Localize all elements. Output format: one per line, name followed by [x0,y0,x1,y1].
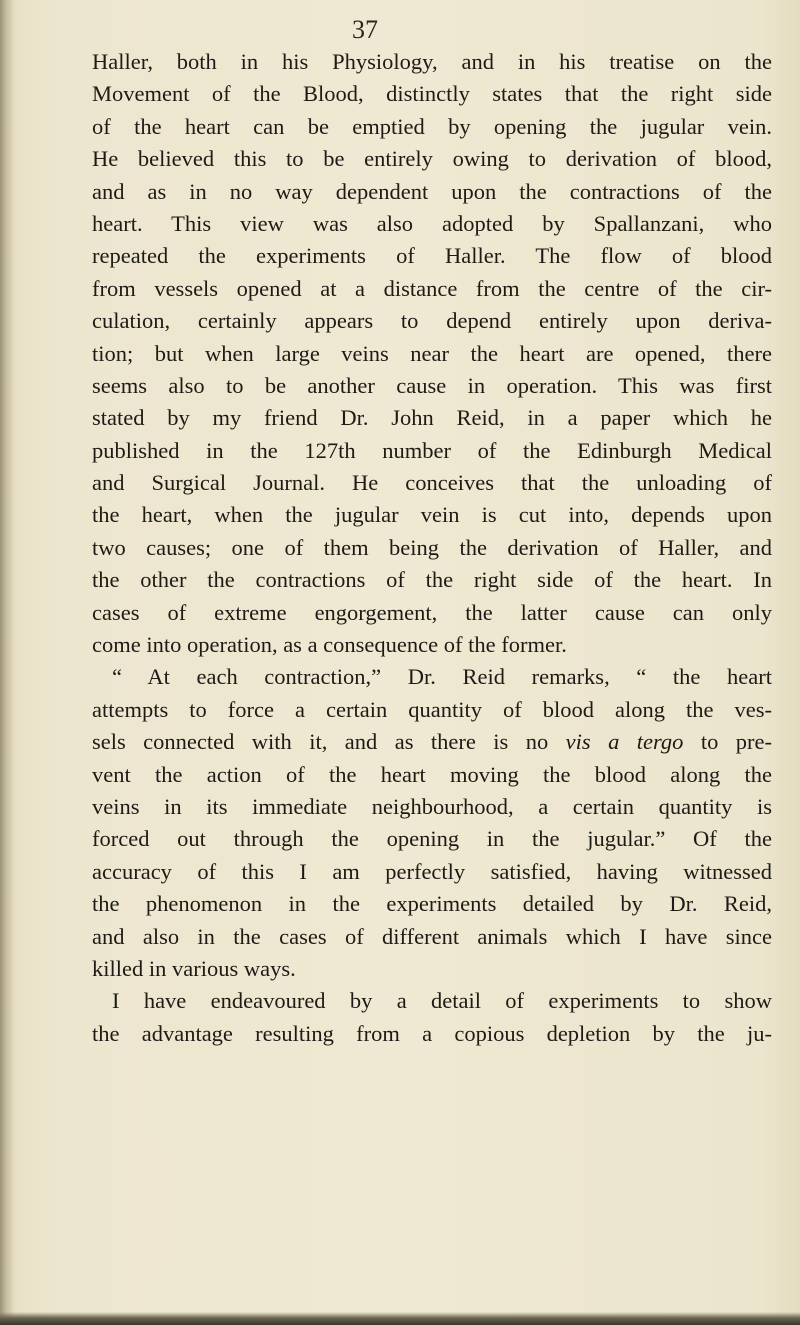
text-line-26: accuracy of this I am perfectly satisfied, having witnessed [92,858,772,884]
text-line-20: “ At each contraction,” Dr. Reid remarks, “ the heart [112,664,772,690]
text-line-29: killed in various ways. [92,955,296,981]
text-line-21: attempts to force a certain quantity of blood along the ves- [92,696,772,722]
text-line-31: the advantage resulting from a copious depletion by the ju- [92,1020,772,1046]
text-line-1: Haller, both in his Physiology, and in his treatise on the [92,49,772,74]
text-line-17: the other the contractions of the right side of the heart. In [92,567,772,593]
text-line-12: stated by my friend Dr. John Reid, in a paper which he [92,405,772,431]
text-line-6: heart. This view was also adopted by Spallanzani, who [92,210,772,236]
text-line-15: the heart, when the jugular vein is cut into, depends upon [92,502,772,528]
text-line-24: veins in its immediate neighbourhood, a certain quantity is [92,793,772,819]
text-line-30: I have endeavoured by a detail of experiments to show [112,988,772,1014]
text-line-10: tion; but when large veins near the heart are opened, there [92,340,772,366]
text-line-27: the phenomenon in the experiments detailed by Dr. Reid, [92,891,772,917]
text-line-4: He believed this to be entirely owing to derivation of blood, [92,146,772,172]
latin-phrase: vis a tergo [565,729,684,755]
text-line-7: repeated the experiments of Haller. The flow of blood [92,243,772,269]
text-line-3: of the heart can be emptied by opening the jugular vein. [92,113,772,139]
text-line-9: culation, certainly appears to depend entirely upon deriva- [92,308,772,334]
text-line-22 [92,726,772,758]
text-line-19: come into operation, as a consequence of the former. [92,632,567,658]
text-line-5: and as in no way dependent upon the contractions of the [92,178,772,204]
page-number: 37 [352,15,378,44]
text-line-28: and also in the cases of different animals which I have since [92,923,772,949]
text-line-25: forced out through the opening in the jugular.” Of the [92,826,772,852]
text-line-23: vent the action of the heart moving the blood along the [92,761,772,787]
text-line-16: two causes; one of them being the derivation of Haller, and [92,534,772,560]
page-bottom-edge [0,1312,800,1325]
binding-gutter-shadow [0,0,14,1325]
text-line-8: from vessels opened at a distance from the centre of the cir- [92,275,772,301]
text-line-13: published in the 127th number of the Edinburgh Medical [92,437,772,463]
text-line-11: seems also to be another cause in operation. This was first [92,372,772,398]
text-line-22-start: sels connected with it, and as there is no [92,729,549,755]
text-line-22-end: to pre- [700,729,773,755]
text-line-14: and Surgical Journal. He conceives that the unloading of [92,470,772,496]
body-text [92,46,772,1050]
text-line-18: cases of extreme engorgement, the latter cause can only [92,599,772,625]
text-line-2: Movement of the Blood, distinctly states that the right side [92,81,772,107]
